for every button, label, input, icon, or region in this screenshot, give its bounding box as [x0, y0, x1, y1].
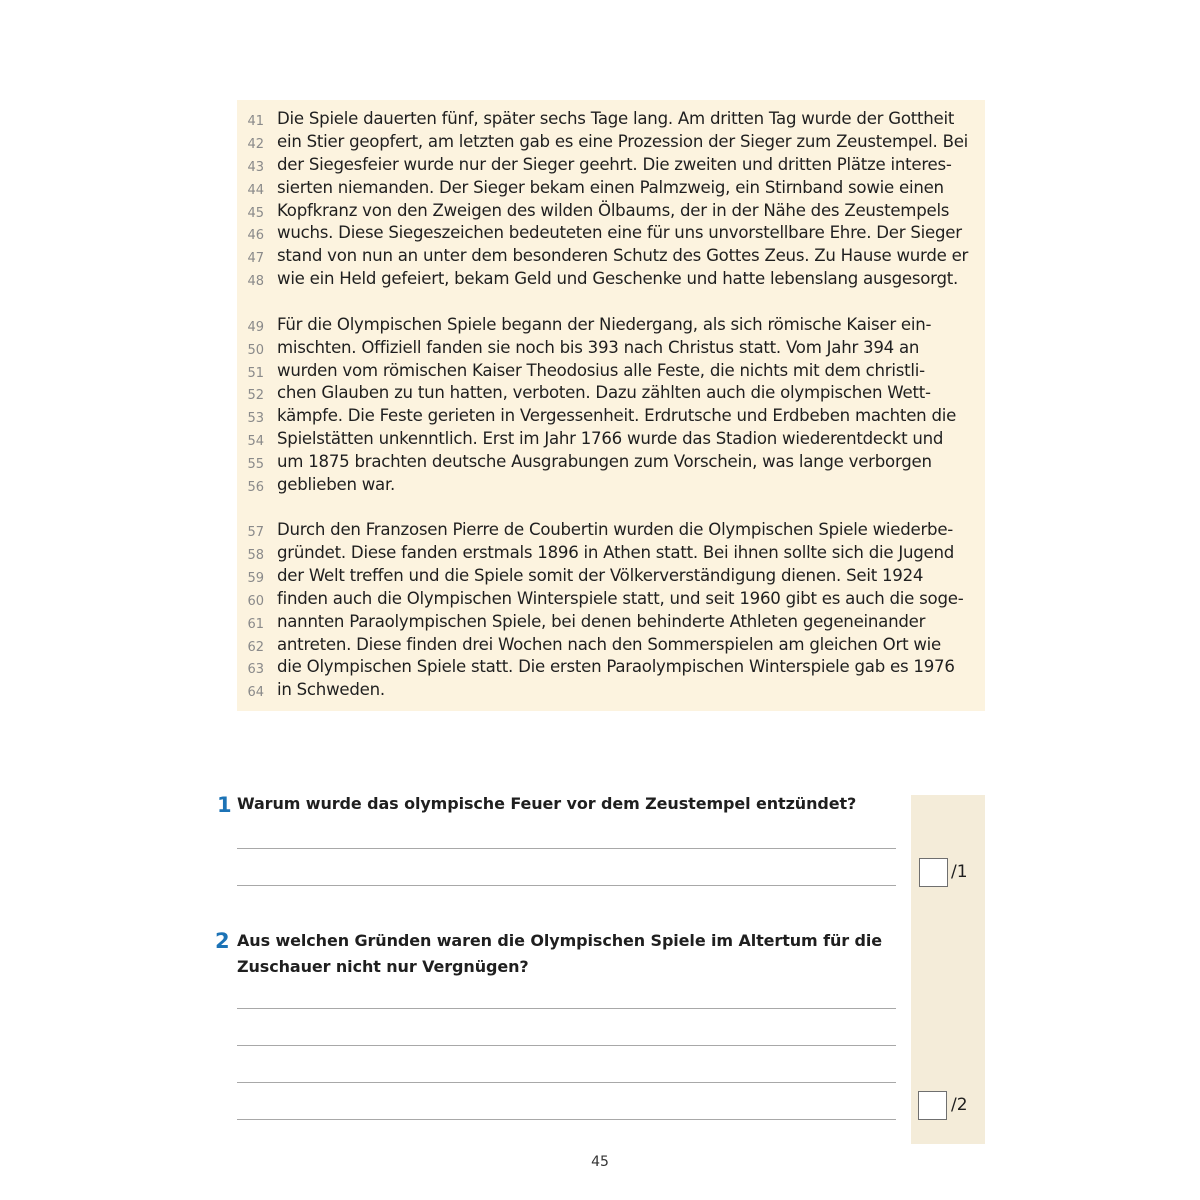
- task-2-question-line: Aus welchen Gründen waren die Olympischen Spiele im Altertum für die: [237, 931, 883, 950]
- line-text: sierten niemanden. Der Sieger bekam einen Palmzweig, ein Stirnband sowie einen: [277, 178, 944, 197]
- text-line: [237, 383, 985, 406]
- text-line: [237, 429, 985, 452]
- line-text: mischten. Offiziell fanden sie noch bis 393 nach Christus statt. Vom Jahr 394 an: [277, 338, 920, 357]
- line-number: 63: [247, 662, 264, 677]
- line-text: gründet. Diese fanden erstmals 1896 in Athen statt. Bei ihnen sollte sich die Jugend: [277, 543, 955, 562]
- line-text: kämpfe. Die Feste gerieten in Vergessenheit. Erdrutsche und Erdbeben machten die: [277, 406, 957, 425]
- line-text: Für die Olympischen Spiele begann der Niedergang, als sich römische Kaiser ein-: [277, 315, 932, 334]
- text-line: [237, 543, 985, 566]
- page-number: 45: [591, 1154, 609, 1170]
- task-2-score-box[interactable]: [918, 1091, 947, 1120]
- text-line: [237, 201, 985, 224]
- text-line: [237, 657, 985, 680]
- line-text: in Schweden.: [277, 680, 385, 699]
- task-2-question-line: Zuschauer nicht nur Vergnügen?: [237, 957, 529, 976]
- line-number: 48: [247, 274, 264, 289]
- line-number: 49: [247, 320, 264, 335]
- text-line: [237, 315, 985, 338]
- line-number: 41: [247, 114, 264, 129]
- task-2-answer-line[interactable]: [237, 1045, 896, 1046]
- line-text: Kopfkranz von den Zweigen des wilden Ölbaums, der in der Nähe des Zeustempels: [277, 201, 950, 220]
- line-number: 52: [247, 388, 264, 403]
- task-1-max-points: /1: [951, 862, 968, 882]
- line-number: 62: [247, 640, 264, 655]
- line-text: wuchs. Diese Siegeszeichen bedeuteten eine für uns unvorstellbare Ehre. Der Sieger: [277, 223, 962, 242]
- line-text: der Welt treffen und die Spiele somit der Völkerverständigung dienen. Seit 1924: [277, 566, 924, 585]
- text-line: [237, 520, 985, 543]
- line-number: 50: [247, 343, 264, 358]
- line-text: stand von nun an unter dem besonderen Schutz des Gottes Zeus. Zu Hause wurde er: [277, 246, 969, 265]
- task-1-number: 1: [217, 793, 232, 817]
- line-text: der Siegesfeier wurde nur der Sieger geehrt. Die zweiten und dritten Plätze interes-: [277, 155, 952, 174]
- task-1-question-line: Warum wurde das olympische Feuer vor dem Zeustempel entzündet?: [237, 794, 857, 813]
- text-line: [237, 269, 985, 292]
- task-1-answer-line[interactable]: [237, 885, 896, 886]
- reading-text-box: [237, 100, 985, 711]
- text-line: [237, 452, 985, 475]
- line-text: finden auch die Olympischen Winterspiele statt, und seit 1960 gibt es auch die soge-: [277, 589, 964, 608]
- text-line: [237, 566, 985, 589]
- task-2-answer-line[interactable]: [237, 1008, 896, 1009]
- line-number: 57: [247, 525, 264, 540]
- line-number: 45: [247, 206, 264, 221]
- line-text: wurden vom römischen Kaiser Theodosius alle Feste, die nichts mit dem christli-: [277, 361, 925, 380]
- text-line: [237, 223, 985, 246]
- line-number: 53: [247, 411, 264, 426]
- text-line: [237, 475, 985, 498]
- text-line: [237, 361, 985, 384]
- task-2-question: [237, 928, 882, 980]
- line-number: 58: [247, 548, 264, 563]
- text-line: [237, 178, 985, 201]
- text-line: [237, 246, 985, 269]
- line-number: 59: [247, 571, 264, 586]
- line-number: 46: [247, 228, 264, 243]
- task-1-score-box[interactable]: [919, 858, 948, 887]
- line-number: 44: [247, 183, 264, 198]
- task-2-answer-line[interactable]: [237, 1119, 896, 1120]
- text-line: [237, 338, 985, 361]
- line-number: 47: [247, 251, 264, 266]
- line-number: 64: [247, 685, 264, 700]
- task-1-question: [237, 791, 856, 817]
- line-number: 54: [247, 434, 264, 449]
- line-number: 60: [247, 594, 264, 609]
- line-text: um 1875 brachten deutsche Ausgrabungen zum Vorschein, was lange verborgen: [277, 452, 932, 471]
- text-line: [237, 109, 985, 132]
- line-text: geblieben war.: [277, 475, 396, 494]
- task-2-answer-line[interactable]: [237, 1082, 896, 1083]
- line-text: wie ein Held gefeiert, bekam Geld und Geschenke und hatte lebenslang ausgesorgt.: [277, 269, 959, 288]
- task-2-max-points: /2: [951, 1095, 968, 1115]
- line-number: 43: [247, 160, 264, 175]
- line-text: die Olympischen Spiele statt. Die ersten Paraolympischen Winterspiele gab es 1976: [277, 657, 955, 676]
- line-text: chen Glauben zu tun hatten, verboten. Dazu zählten auch die olympischen Wett-: [277, 383, 931, 402]
- line-text: nannten Paraolympischen Spiele, bei denen behinderte Athleten gegeneinander: [277, 612, 926, 631]
- line-number: 61: [247, 617, 264, 632]
- text-line: [237, 680, 985, 703]
- text-line: [237, 406, 985, 429]
- text-line: [237, 155, 985, 178]
- line-text: antreten. Diese finden drei Wochen nach den Sommerspielen am gleichen Ort wie: [277, 635, 941, 654]
- text-line: [237, 589, 985, 612]
- line-text: Spielstätten unkenntlich. Erst im Jahr 1766 wurde das Stadion wiederentdeckt und: [277, 429, 944, 448]
- task-1-answer-line[interactable]: [237, 848, 896, 849]
- line-number: 51: [247, 366, 264, 381]
- line-number: 42: [247, 137, 264, 152]
- line-number: 55: [247, 457, 264, 472]
- text-line: [237, 635, 985, 658]
- task-2-number: 2: [215, 929, 230, 953]
- line-text: ein Stier geopfert, am letzten gab es eine Prozession der Sieger zum Zeustempel. Bei: [277, 132, 969, 151]
- line-text: Die Spiele dauerten fünf, später sechs Tage lang. Am dritten Tag wurde der Gottheit: [277, 109, 955, 128]
- line-text: Durch den Franzosen Pierre de Coubertin wurden die Olympischen Spiele wiederbe-: [277, 520, 954, 539]
- line-number: 56: [247, 480, 264, 495]
- text-line: [237, 612, 985, 635]
- text-line: [237, 132, 985, 155]
